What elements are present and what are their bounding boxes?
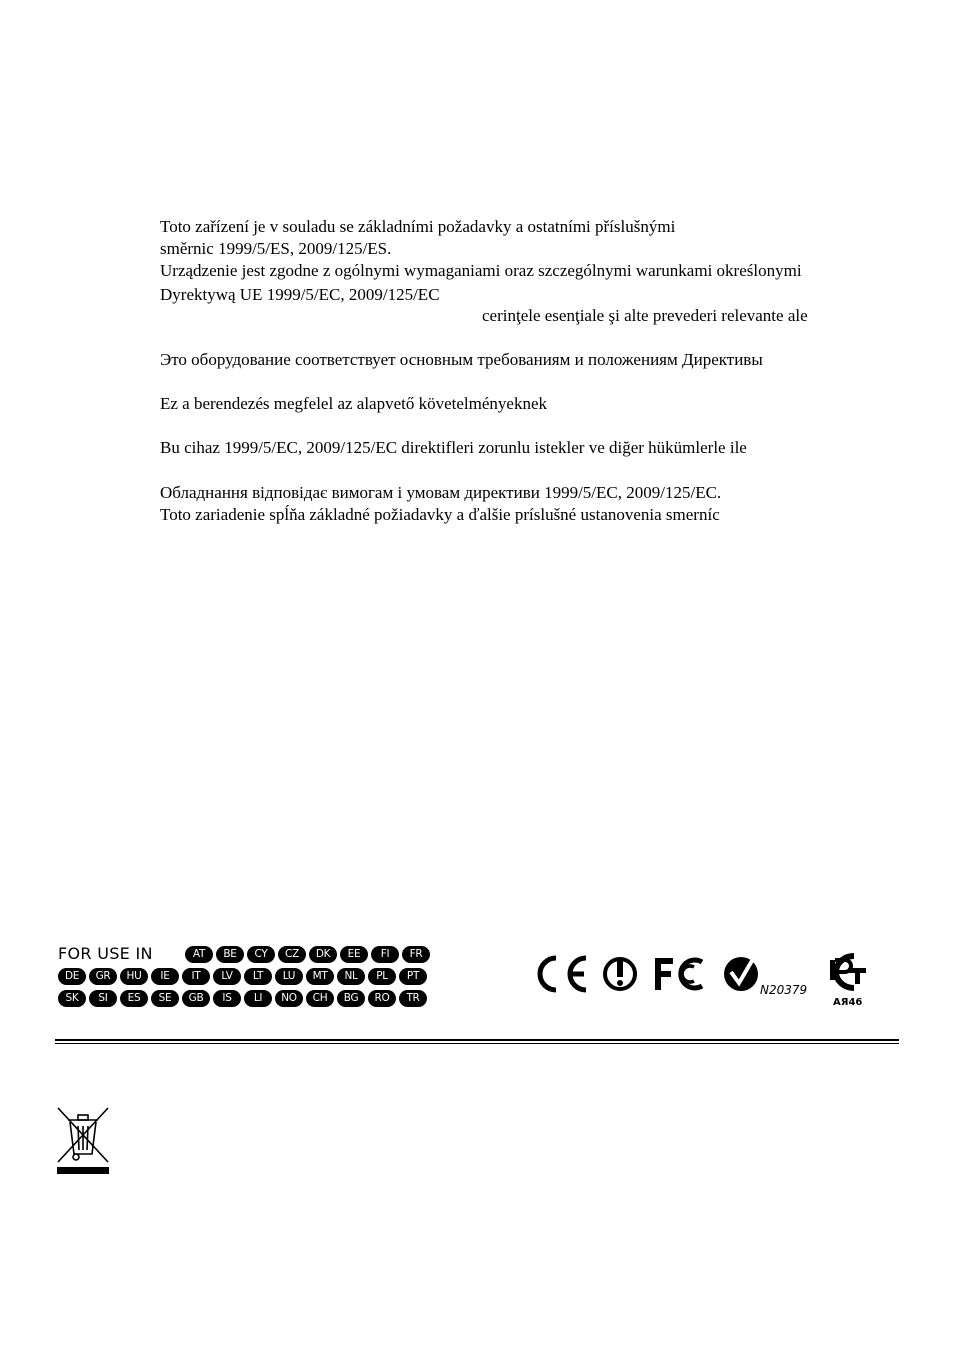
declaration-ru: Это оборудование соответствует основным требованиям и положениям Директивы	[160, 350, 763, 369]
c-tick-icon	[724, 957, 807, 997]
country-badge-cz: CZ	[278, 946, 306, 963]
country-badge-dk: DK	[309, 946, 337, 963]
country-badge-fi: FI	[371, 946, 399, 963]
declaration-sk: Toto zariadenie spĺňa základné požiadavky a ďalšie príslušné ustanovenia smerníc	[160, 505, 720, 524]
country-badge-se: SE	[151, 990, 179, 1007]
country-badge-pl: PL	[368, 968, 396, 985]
country-badge-gb: GB	[182, 990, 210, 1007]
country-badge-fr: FR	[402, 946, 430, 963]
country-badge-lt: LT	[244, 968, 272, 985]
declaration-cz-1: Toto zařízení je v souladu se základními požadavky a ostatními příslušnými	[160, 217, 676, 236]
country-badge-ro: RO	[368, 990, 396, 1007]
declaration-pl-2: Dyrektywą UE 1999/5/EC, 2009/125/EC	[160, 285, 440, 304]
country-badge-no: NO	[275, 990, 303, 1007]
ce-mark-icon	[540, 958, 586, 990]
country-badge-mt: MT	[306, 968, 334, 985]
declaration-tr: Bu cihaz 1999/5/EC, 2009/125/EC direktifleri zorunlu istekler ve diğer hükümlerle ile	[160, 438, 747, 457]
country-badge-be: BE	[216, 946, 244, 963]
country-badge-es: ES	[120, 990, 148, 1007]
country-badge-lu: LU	[275, 968, 303, 985]
divider-rule-thick	[55, 1039, 899, 1041]
declaration-ro: cerinţele esenţiale şi alte prevederi relevante ale	[482, 306, 808, 325]
fcc-icon	[655, 958, 702, 990]
declaration-ua: Обладнання відповідає вимогам і умовам директиви 1999/5/EC, 2009/125/EC.	[160, 483, 722, 502]
country-badge-at: AT	[185, 946, 213, 963]
country-badge-nl: NL	[337, 968, 365, 985]
pct-icon	[830, 956, 866, 1008]
certification-marks	[536, 950, 896, 1010]
divider-rule-thin	[55, 1043, 899, 1044]
for-use-in-label: FOR USE IN	[58, 944, 153, 963]
country-badge-li: LI	[244, 990, 272, 1007]
country-badge-lv: LV	[213, 968, 241, 985]
country-badge-pt: PT	[399, 968, 427, 985]
pct-code: AЯ46	[833, 997, 863, 1008]
country-badge-si: SI	[89, 990, 117, 1007]
c-tick-code: N20379	[760, 983, 808, 997]
country-badge-ie: IE	[151, 968, 179, 985]
country-badge-ee: EE	[340, 946, 368, 963]
declaration-pl-1: Urządzenie jest zgodne z ogólnymi wymaganiami oraz szczególnymi warunkami określonymi	[160, 261, 802, 280]
declaration-hu: Ez a berendezés megfelel az alapvető követelményeknek	[160, 394, 548, 413]
country-badge-it: IT	[182, 968, 210, 985]
country-badges-row-1	[185, 946, 430, 964]
country-badge-ch: CH	[306, 990, 334, 1007]
alert-class2-icon	[605, 959, 635, 989]
country-badge-gr: GR	[89, 968, 117, 985]
country-badge-sk: SK	[58, 990, 86, 1007]
crossed-bin-icon	[56, 1106, 110, 1176]
declaration-cz-2: směrnic 1999/5/ES, 2009/125/ES.	[160, 239, 392, 258]
country-badge-de: DE	[58, 968, 86, 985]
country-badges-row-3	[58, 990, 427, 1008]
country-badges-row-2	[58, 968, 427, 986]
country-badge-is: IS	[213, 990, 241, 1007]
country-badge-hu: HU	[120, 968, 148, 985]
country-badge-tr: TR	[399, 990, 427, 1007]
country-badge-cy: CY	[247, 946, 275, 963]
country-badge-bg: BG	[337, 990, 365, 1007]
